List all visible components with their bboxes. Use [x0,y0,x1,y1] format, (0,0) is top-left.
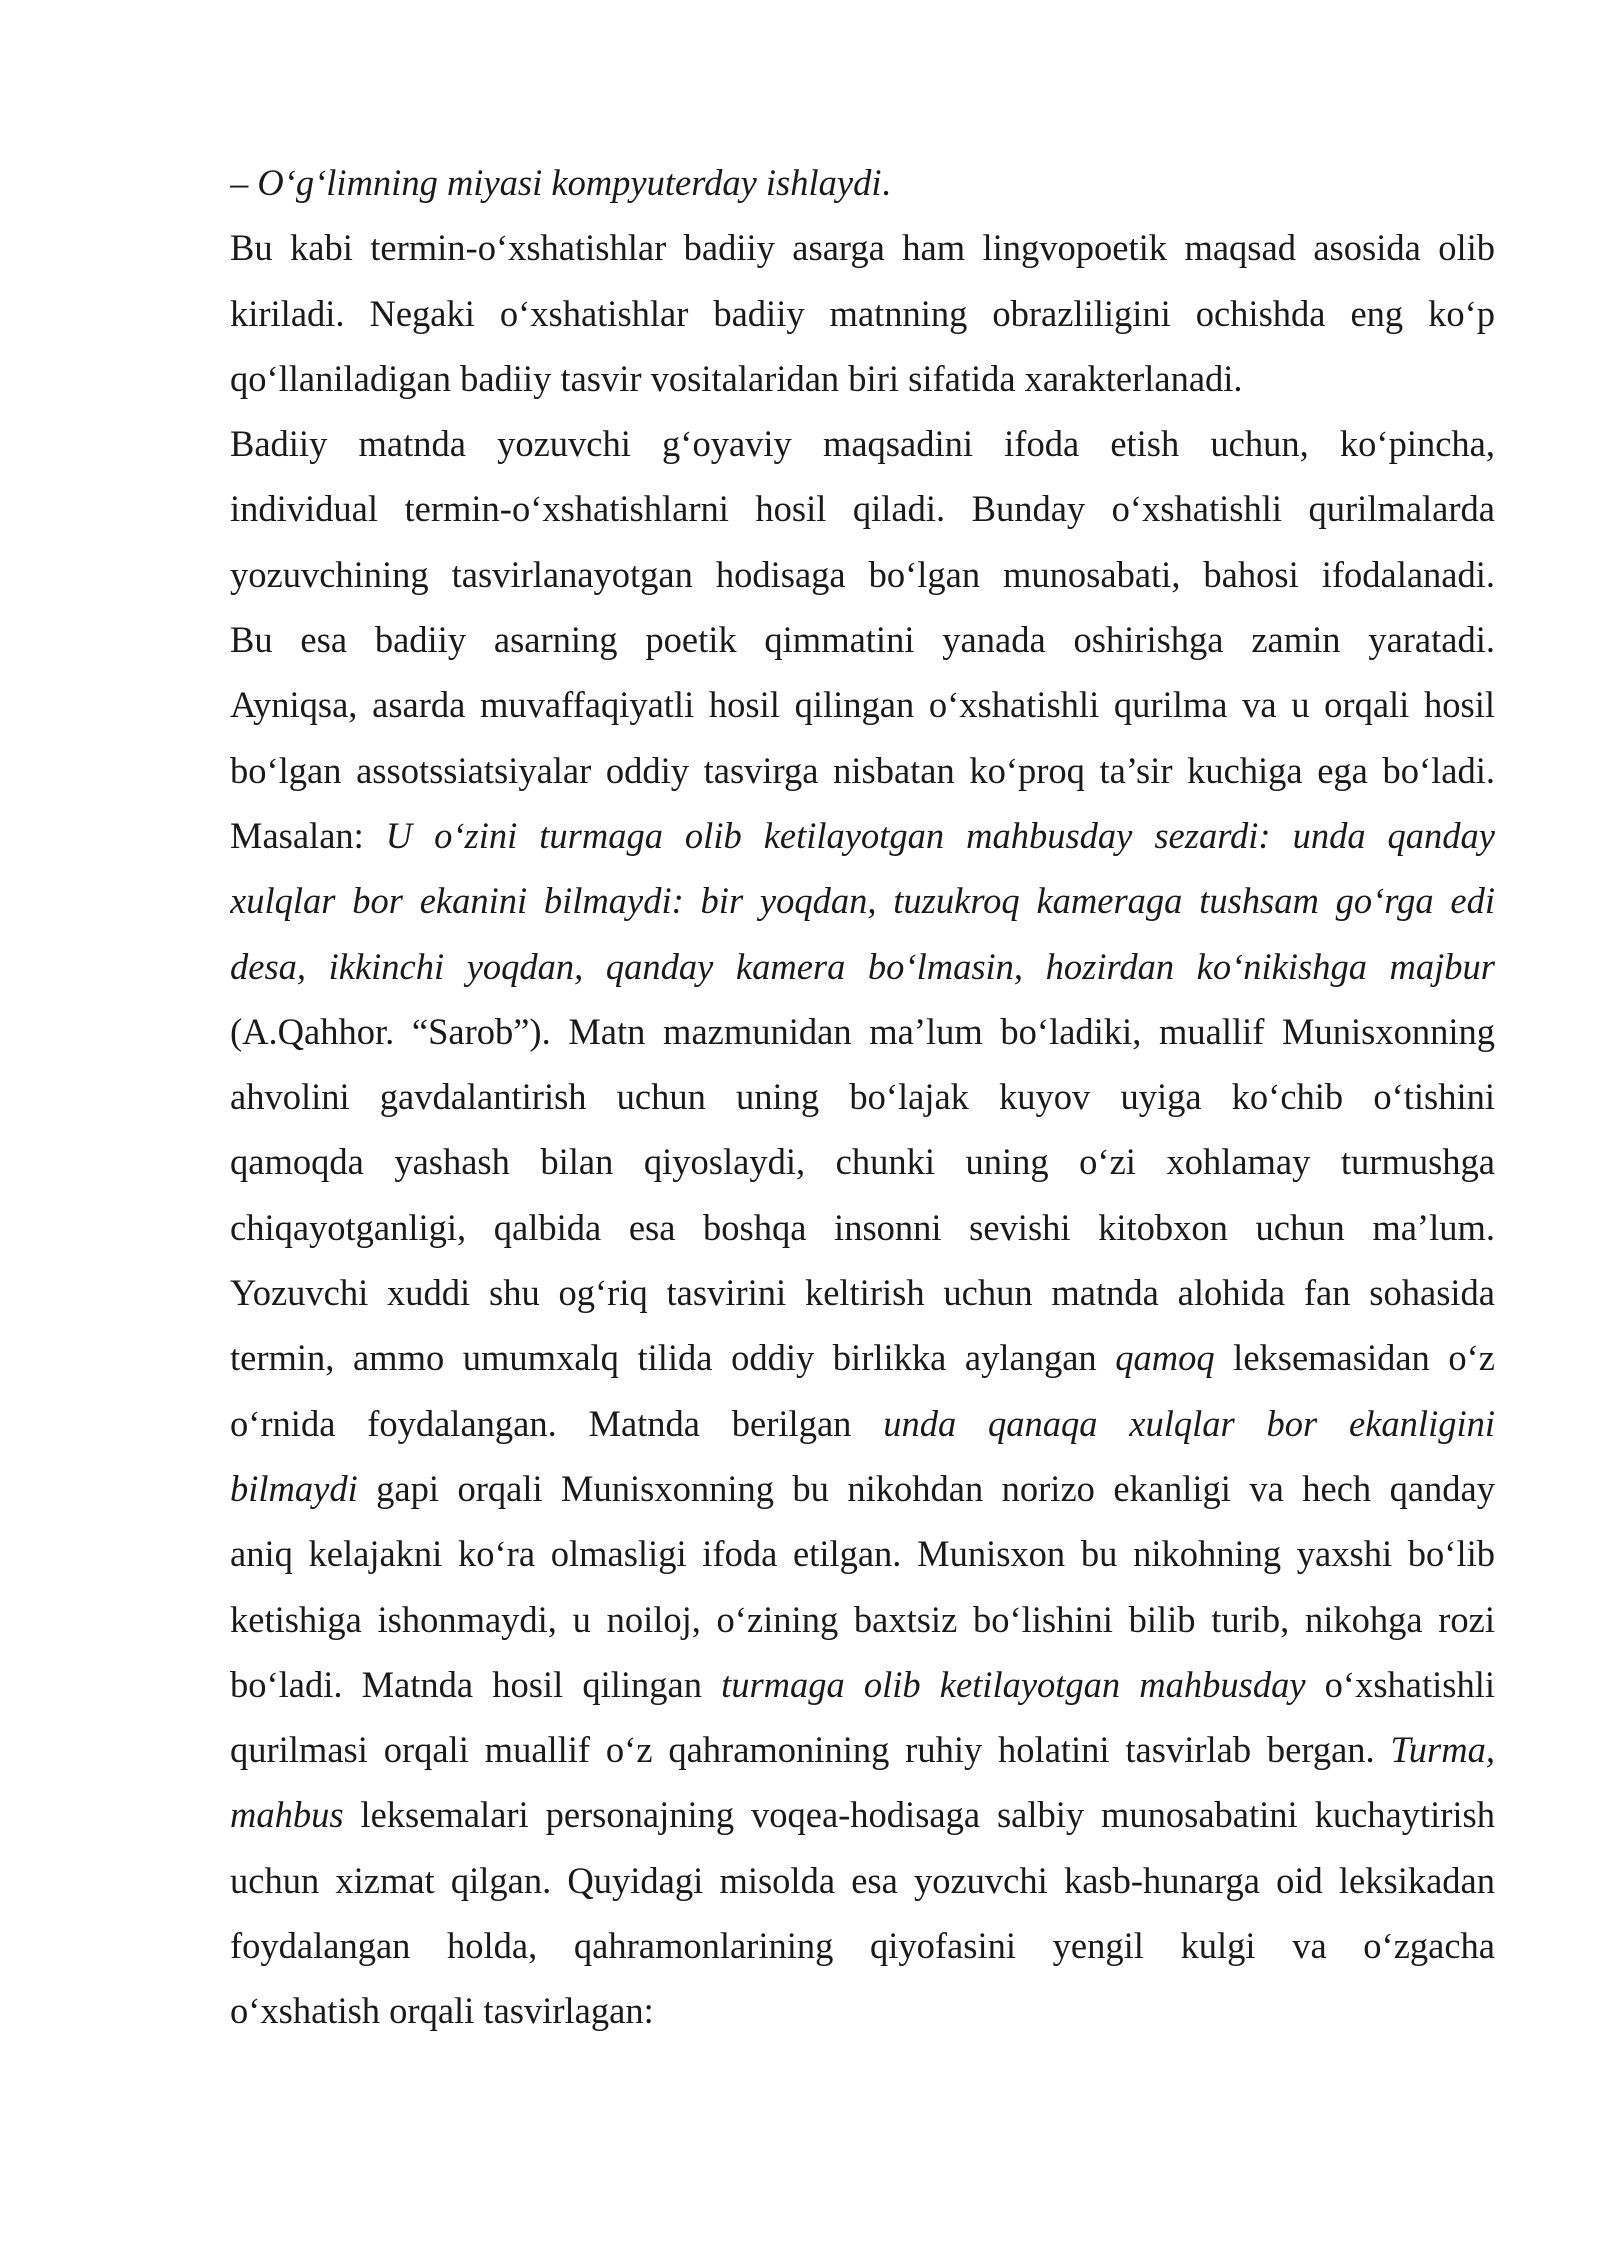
text-line [230,1456,1495,1521]
italic-text: Turma, [1390,1729,1495,1771]
text-line [230,1129,1495,1194]
body-text: aniq kelajakni ko‘ra olmasligi ifoda etilgan. Munisxon bu nikohning yaxshi bo‘lib [230,1533,1495,1575]
body-text: o‘xshatishli [1305,1663,1495,1705]
body-text: qo‘llaniladigan badiiy tasvir vositalaridan biri sifatida xarakterlanadi. [230,357,1243,399]
body-text: Badiiy matnda yozuvchi g‘oyaviy maqsadini ifoda etish uchun, ko‘pincha, [230,423,1495,465]
text-line [230,868,1495,933]
text-line [230,672,1495,737]
text-line [230,1587,1495,1652]
body-text: – [230,162,258,203]
body-text: qurilmasi orqali muallif o‘z qahramonining ruhiy holatini tasvirlab bergan. [230,1729,1391,1771]
italic-text: qamoq [1115,1337,1215,1379]
text-line [230,1717,1495,1782]
italic-text: xulqlar bor ekanini bilmaydi: bir yoqdan, tuzukroq kameraga tushsam go‘rga edi [230,880,1495,922]
text-line [230,1195,1495,1260]
body-text: ahvolini gavdalantirish uchun uning bo‘lajak kuyov uyiga ko‘chib o‘tishini [230,1076,1495,1118]
text-line [230,215,1495,280]
body-text: kiriladi. Negaki o‘xshatishlar badiiy matnning obrazliligini ochishda eng ko‘p [230,292,1495,334]
body-text: leksemasidan o‘z [1214,1337,1495,1379]
body-text: yozuvchining tasvirlanayotgan hodisaga bo‘lgan munosabati, bahosi ifodalanadi. [230,553,1495,595]
text-line [230,1064,1495,1129]
text-line [230,934,1495,999]
body-text: uchun xizmat qilgan. Quyidagi misolda esa yozuvchi kasb-hunarga oid leksikadan [230,1859,1495,1901]
text-line [230,1913,1495,1978]
body-text: foydalangan holda, qahramonlarining qiyofasini yengil kulgi va o‘zgacha [230,1925,1495,1967]
text-line [230,607,1495,672]
body-text: Ayniqsa, asarda muvaffaqiyatli hosil qilingan o‘xshatishli qurilma va u orqali hosil [230,684,1495,726]
text-line [230,1391,1495,1456]
body-text: Bu kabi termin-o‘xshatishlar badiiy asarga ham lingvopoetik maqsad asosida olib [230,227,1495,269]
text-line [230,281,1495,346]
text-line [230,738,1495,803]
body-text: Bu esa badiiy asarning poetik qimmatini yanada oshirishga zamin yaratadi. [230,619,1495,661]
text-line [230,1325,1495,1390]
italic-text: desa, ikkinchi yoqdan, qanday kamera bo‘lmasin, hozirdan ko‘nikishga majbur [230,945,1495,987]
text-line [230,150,1495,215]
body-text: gapi orqali Munisxonning bu nikohdan norizo ekanligi va hech qanday [357,1467,1495,1509]
body-text: o‘xshatish orqali tasvirlagan: [230,1990,654,2032]
body-text: bo‘ladi. Matnda hosil qilingan [230,1663,722,1705]
italic-text: O‘g‘limning miyasi kompyuterday ishlaydi [257,162,882,203]
body-text: termin, ammo umumxalq tilida oddiy birlikka aylangan [230,1337,1116,1379]
italic-text: U o‘zini turmaga olib ketilayotgan mahbusday sezardi: unda qanday [385,814,1495,856]
italic-text: bilmaydi [230,1467,358,1509]
body-text: chiqayotganligi, qalbida esa boshqa insonni sevishi kitobxon uchun ma’lum. [230,1206,1495,1248]
text-line [230,476,1495,541]
body-text: ketishiga ishonmaydi, u noiloj, o‘zining baxtsiz bo‘lishini bilib turib, nikohga rozi [230,1598,1495,1640]
body-text: Masalan: [230,814,386,856]
body-text: leksemalari personajning voqea-hodisaga salbiy munosabatini kuchaytirish [343,1794,1495,1836]
text-line [230,1652,1495,1717]
text-line [230,1260,1495,1325]
body-text: Yozuvchi xuddi shu og‘riq tasvirini keltirish uchun matnda alohida fan sohasida [230,1272,1495,1314]
body-text: . [881,162,891,203]
text-line [230,1521,1495,1586]
body-text: individual termin-o‘xshatishlarni hosil qiladi. Bunday o‘xshatishli qurilmalarda [230,488,1495,530]
italic-text: mahbus [230,1794,344,1836]
body-text: qamoqda yashash bilan qiyoslaydi, chunki uning o‘zi xohlamay turmushga [230,1141,1495,1183]
body-text: bo‘lgan assotssiatsiyalar oddiy tasvirga nisbatan ko‘proq ta’sir kuchiga ega bo‘ladi. [230,749,1495,791]
text-line [230,346,1495,411]
text-line [230,411,1495,476]
text-line [230,999,1495,1064]
italic-text: unda qanaqa xulqlar bor ekanligini [883,1402,1495,1444]
italic-text: turmaga olib ketilayotgan mahbusday [721,1663,1306,1705]
text-line [230,803,1495,868]
text-line [230,1978,1495,2043]
text-line [230,542,1495,607]
text-line [230,1782,1495,1847]
document-page [230,150,1495,2044]
text-line [230,1848,1495,1913]
body-text: o‘rnida foydalangan. Matnda berilgan [230,1402,884,1444]
body-text: (A.Qahhor. “Sarob”). Matn mazmunidan ma’lum bo‘ladiki, muallif Munisxonning [230,1010,1495,1052]
